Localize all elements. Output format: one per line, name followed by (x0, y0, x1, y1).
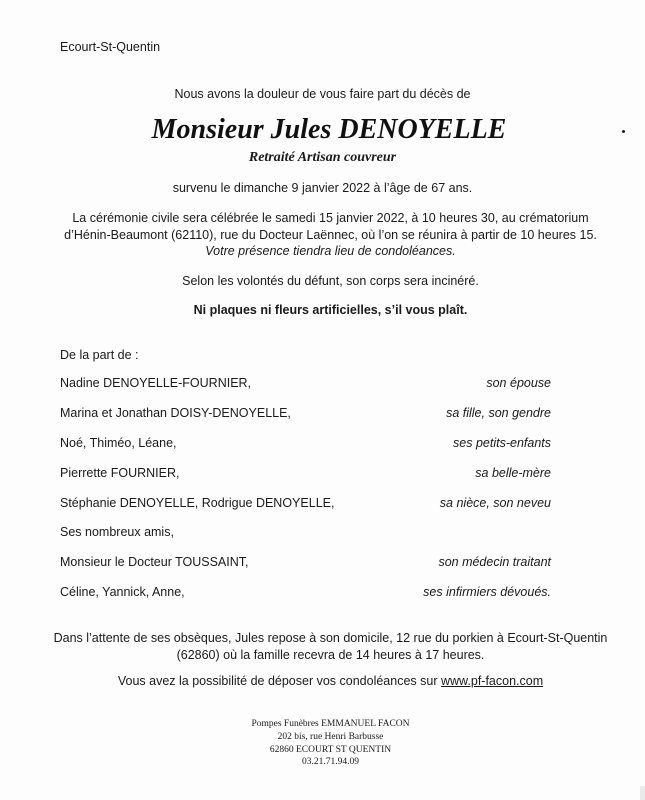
ceremony-line-2: d’Hénin-Beaumont (62110), rue du Docteur Laënnec, où l’on se réunira à partir de 10 heures 15. (64, 227, 597, 242)
ceremony-line-1: La cérémonie civile sera célébrée le samedi 15 janvier 2022, à 10 heures 30, au crématorium (72, 211, 589, 225)
scan-speck (622, 130, 625, 133)
family-relation: son épouse (486, 376, 551, 390)
ceremony-paragraph (0, 210, 645, 260)
rest-line-1: Dans l’attente de ses obsèques, Jules repose à son domicile, 12 rue du porkien à Ecourt-St-Quentin (53, 631, 608, 645)
rest-line-2: (62860) où la famille recevra de 14 heures à 17 heures. (176, 648, 485, 662)
intro-text: Nous avons la douleur de vous faire part du décès de (174, 87, 471, 101)
family-relation: son médecin traitant (438, 555, 551, 569)
family-names: Pierrette FOURNIER, (60, 466, 180, 480)
deceased-name: Monsieur Jules DENOYELLE (151, 114, 507, 145)
family-names: Ses nombreux amis, (60, 525, 174, 539)
family-relation: ses petits-enfants (453, 436, 551, 450)
scan-edge (640, 786, 645, 800)
family-relation: sa nièce, son neveu (439, 496, 551, 510)
footer-address-1: 202 bis, rue Henri Barbusse (277, 731, 384, 742)
family-names: Marina et Jonathan DOISY-DENOYELLE, (60, 406, 291, 420)
family-names: Céline, Yannick, Anne, (60, 585, 185, 599)
deceased-profession: Retraité Artisan couvreur (248, 150, 397, 165)
family-relation: sa fille, son gendre (446, 406, 551, 420)
death-notice: survenu le dimanche 9 janvier 2022 à l’âge de 67 ans. (172, 181, 473, 195)
family-relation: ses infirmiers dévoués. (423, 585, 551, 599)
family-names: Noé, Thiméo, Léane, (60, 436, 177, 450)
footer-address-2: 62860 ECOURT ST QUENTIN (269, 744, 392, 755)
from-label: De la part de : (60, 348, 139, 362)
family-names: Monsieur le Docteur TOUSSAINT, (60, 555, 249, 569)
no-flowers-text: Ni plaques ni fleurs artificielles, s’il vous plaît. (193, 303, 468, 317)
wishes-text: Selon les volontés du défunt, son corps sera incinéré. (182, 274, 479, 288)
footer-company: Pompes Funèbres EMMANUEL FACON (251, 719, 410, 729)
family-names: Stéphanie DENOYELLE, Rodrigue DENOYELLE, (60, 496, 335, 510)
rest-paragraph (0, 630, 645, 664)
ceremony-line-3: Votre présence tiendra lieu de condoléances. (205, 244, 456, 258)
condolences-line (0, 674, 645, 688)
footer-phone: 03.21.71.94.09 (302, 757, 359, 768)
family-relation: sa belle-mère (475, 466, 551, 480)
location-text: Ecourt-St-Quentin (60, 40, 161, 54)
condolences-link[interactable]: www.pf-facon.com (441, 674, 544, 688)
condolences-text: Vous avez la possibilité de déposer vos condoléances sur (117, 674, 438, 688)
funeral-home-footer (0, 718, 645, 769)
family-names: Nadine DENOYELLE-FOURNIER, (60, 376, 252, 390)
